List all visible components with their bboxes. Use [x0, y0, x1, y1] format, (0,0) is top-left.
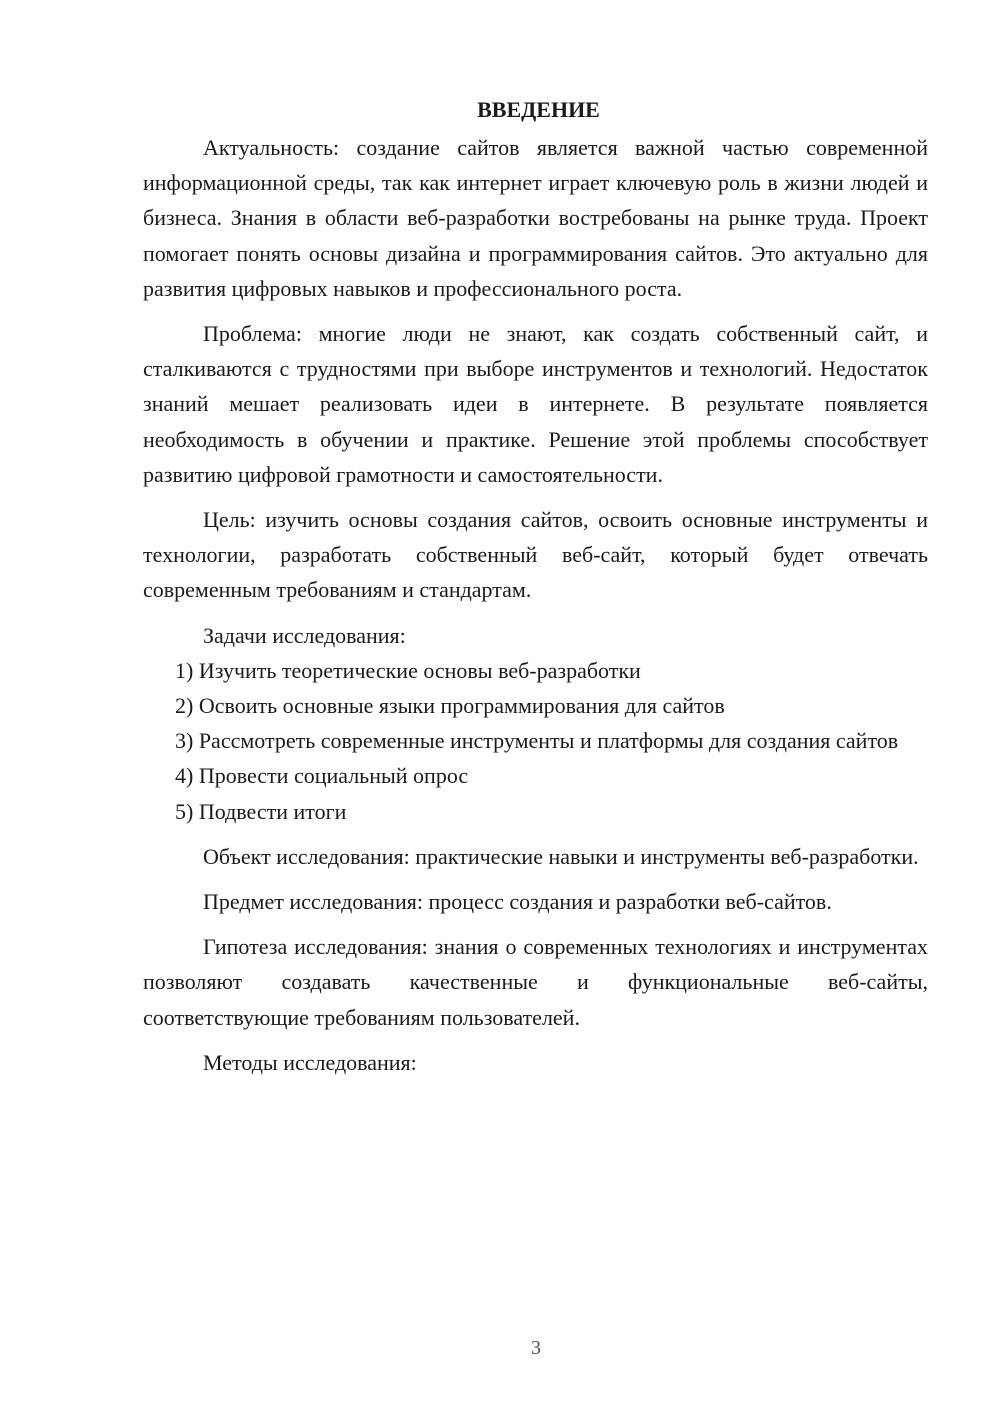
paragraph-object: Объект исследования: практические навыки и инструменты веб-разработки. — [203, 843, 919, 869]
page-body — [143, 92, 928, 1080]
paragraph-goal: Цель: изучить основы создания сайтов, освоить основные инструменты и технологии, разработать собственный веб-сайт, который будет отвечать современным требованиям и стандартам. — [143, 507, 928, 603]
paragraph-problem: Проблема: многие люди не знают, как создать собственный сайт, и сталкиваются с трудностями при выборе инструментов и технологий. Недостаток знаний мешает реализовать идеи в интернете. В результате появляется необходимость в обучении и практике. Решение этой проблемы способствует развитию цифровой грамотности и самостоятельности. — [143, 321, 928, 487]
paragraph-relevance: Актуальность: создание сайтов является важной частью современной информационной среды, так как интернет играет ключевую роль в жизни людей и бизнеса. Знания в области веб-разработки востребованы на рынке труда. Проект помогает понять основы дизайна и программирования сайтов. Это актуально для развития цифровых навыков и профессионального роста. — [143, 135, 928, 301]
paragraph-hypothesis: Гипотеза исследования: знания о современных технологиях и инструментах позволяют создавать качественные и функциональные веб-сайты, соответствующие требованиям пользователей. — [143, 934, 928, 1030]
tasks-list — [143, 653, 928, 829]
list-item: 2) Освоить основные языки программирования для сайтов — [175, 693, 725, 719]
page-number: 3 — [531, 1337, 541, 1359]
list-item: 3) Рассмотреть современные инструменты и платформы для создания сайтов — [175, 728, 899, 754]
paragraph-tasks-title: Задачи исследования: — [203, 622, 406, 648]
paragraph-methods: Методы исследования: — [203, 1049, 417, 1075]
list-item: 1) Изучить теоретические основы веб-разработки — [175, 657, 641, 683]
list-item: 5) Подвести итоги — [175, 798, 347, 824]
paragraph-subject: Предмет исследования: процесс создания и разработки веб-сайтов. — [203, 889, 832, 915]
list-item: 4) Провести социальный опрос — [175, 763, 469, 789]
section-heading: ВВЕДЕНИЕ — [477, 97, 600, 122]
